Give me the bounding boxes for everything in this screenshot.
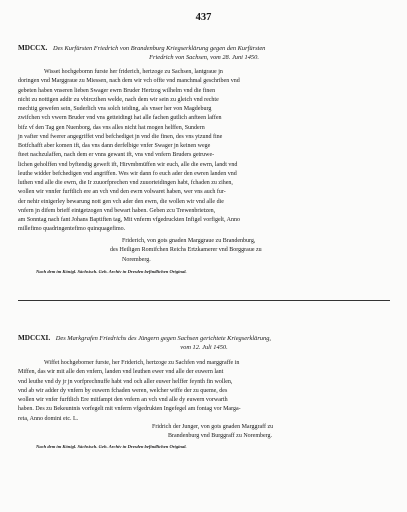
doc1-signature xyxy=(110,237,407,265)
doc1-body-line: jn vafter vnd fwerer angegriffet vnd befchediget jn vnd die finen, des vns ytzund fine xyxy=(18,133,223,140)
doc1-body-line: Botfchafft aber komen ift, das vns dann derfelbige vnfer Swager jn keinen wege xyxy=(18,143,211,149)
doc2-body-line: Miffen, das wir mit alle den vnfern, landen vnd leuthen ewer vnd alle der euwern lant xyxy=(18,369,224,376)
doc2-body xyxy=(18,359,390,424)
doc1-signature-line: des Heiligen Romifchen Reichs Ertzkamerer vnd Borggraue zu xyxy=(110,247,262,254)
doc2-signature xyxy=(152,423,407,442)
doc1-signature-line: Friderich, von gots gnaden Marggraue zu Brandenburg, xyxy=(122,238,256,244)
doc2-body-line: reta, Anno domini etc. L. xyxy=(18,415,79,422)
doc1-body-line: Wisset hochgebornn furste her friderich, hertzoge zu Sachsen, lantgraue jn xyxy=(44,69,223,75)
doc1-heading xyxy=(18,44,390,62)
doc2-signature-line: Brandenburg vnd Burggraff zu Noremberg. xyxy=(168,433,273,440)
doc2-body-line: haben. Des zu Bekeuntnis vorfegelt mit vnferm vfgedrukten Ingefegel am fontag vor Marga- xyxy=(18,406,241,413)
doc1-body-line: leuthe widder befchedigen vnd angriffen. Wes wir dann fo euch ader den ewren landen vnd xyxy=(18,170,237,177)
doc1-body-line: lichen geholffen vnd byftendig geweft ift, Hirvmbmüffen wir euch, alle die ewrn, landt vnd xyxy=(18,161,238,168)
doc2-body-line: Wiffet hochgeborner furste, her Friderich, hertzoge zu Sachfen vnd marggraffe in xyxy=(44,360,240,366)
doc2-signature-line: Fridrich der Junger, von gots gnaden Marggraff zu xyxy=(152,424,274,430)
doc1-body-line: nicht zu nottigen addir zu vbirczihen welde, nach dem wir sein zu gleich vnd rechte xyxy=(18,96,219,103)
doc1-body-line: luthen vnd alle die ewrn, die Ir zuuorfprechen vnd zuuorteidingen habt, fchaden zu zihen, xyxy=(18,180,233,186)
doc2-number: MDCCXI. xyxy=(18,334,51,342)
doc1-number: MDCCX. xyxy=(18,44,48,52)
doc1-title-line1: Des Kurfürsten Friedrich von Brandenburg Kriegserklärung gegen den Kurfürsten xyxy=(52,45,266,52)
doc1-body-line: am Sonntag nach fant Johans Baptiften tag, Mit vnferm vfgedruckten Infigel vorfigelt, Anno xyxy=(18,217,240,223)
doc1-body-line: gebeten haben vnseren lieben Swager ewrn Bruder Hertzog wilhelm vnd die finen xyxy=(18,87,216,94)
doc1-body-line: vnfern jn difem brieff eintgetzogen vnd bewart haben. Geben zcu Trewenbrietzen, xyxy=(18,207,216,214)
doc1-body-line: wollen wir vnnfer furftlich ere an vch vnd den ewrn volwaret haben, wer vns auch fur- xyxy=(18,189,226,196)
doc2-heading xyxy=(18,334,390,352)
doc1-body-line: doringen vnd Marggraue zu Miessen, nach dem wir vch offte vnd manchmal geschriben vnd xyxy=(18,78,240,85)
doc2-source-note: Nach dem im Königl. Sächsisch. Geh. Archiv in Dresden befindlichen Original. xyxy=(36,444,187,449)
doc2-body-line: vnd leuthe vnd dy jr jn vorfprechnuffe habt vnd och aller euwer helffer feynth fin wollen, xyxy=(18,378,233,385)
doc1-body-line: bifz vf den Tag gen Nuenborg, das vns alles nicht hat mogen helffen, Sundern xyxy=(18,124,205,131)
doc2-title-line2: vom 12. Juli 1450. xyxy=(180,344,228,352)
doc1-signature-line: Noremberg. xyxy=(122,256,151,263)
doc1-body-line: fteet nachzulaffen, nach dem er vnns gewant ift, vns vnd vnfern Bruders getruwe- xyxy=(18,152,215,159)
section-divider xyxy=(18,300,390,301)
doc2-title-line1: Des Markgrafen Friedrichs des Jüngern gegen Sachsen gerichtete Kriegserklärung, xyxy=(55,335,272,342)
doc2-body-line: vnd ab wir adder dy vnfern by euwern fchaden weren, welcher wiffe der zu queme, des xyxy=(18,387,228,394)
doc1-body-line: millefimo quadringentefimo quinquagefimo. xyxy=(18,226,126,233)
page-number: 437 xyxy=(195,12,212,23)
doc1-title-line2: Friedrich von Sachsen, vom 28. Juni 1450. xyxy=(149,54,259,62)
doc1-body-line: der nehir einigerley bewarung nott gen vch ader den ewrn, die wollen wir vnd alle die xyxy=(18,198,224,205)
doc1-source-note: Nach dem im Königl. Sächsisch. Geh. Archiv in Dresden befindlichen Original. xyxy=(36,269,187,274)
doc1-body-line: mechtig gewefen sein, Suderlich vns solch teiding, als vnser her von Magdeburg xyxy=(18,106,212,112)
doc2-body-line: wollen wir vnfer furftlich Ere mitfampt den vnfern an vch vnd alle dy euwern vorwarth xyxy=(18,397,228,403)
doc1-body-line: zwifchen vch vwern Bruder vnd vns getteidingt hat alle fachen gutlich anfteen laffen xyxy=(18,115,222,122)
doc1-body xyxy=(18,68,390,235)
